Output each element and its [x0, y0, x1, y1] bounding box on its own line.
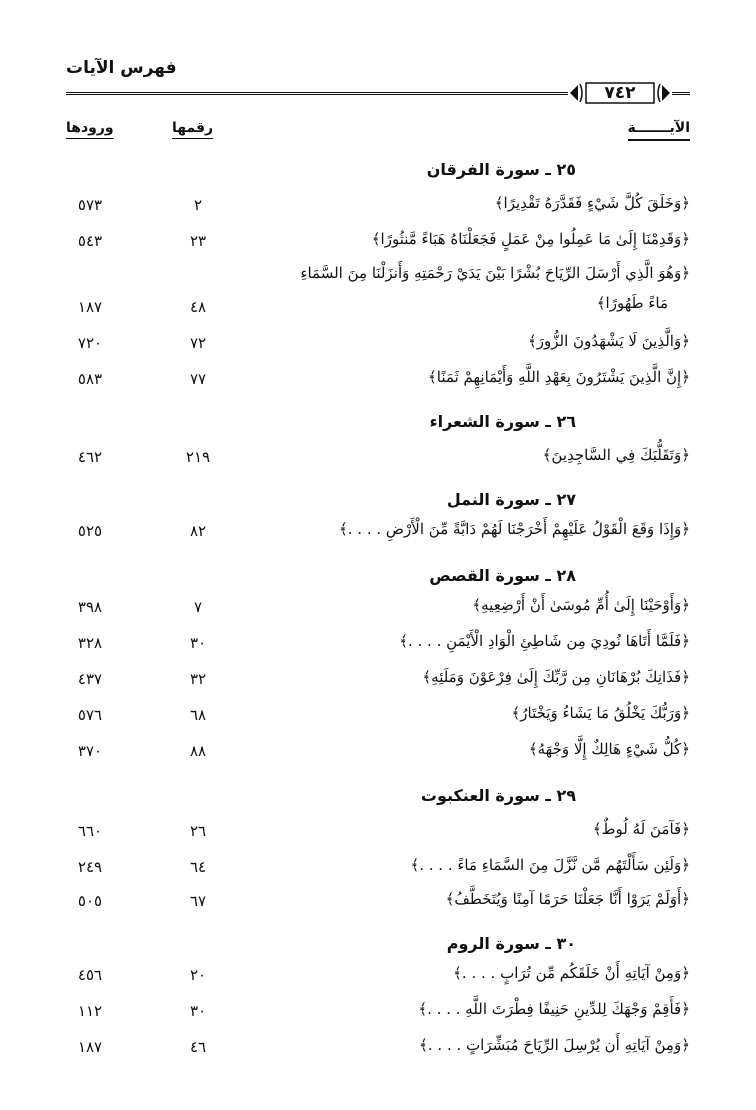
verse-occurrence: ٣٩٨ [77, 598, 103, 616]
surah-heading: ٢٦ ـ سورة الشعراء [429, 412, 576, 431]
verse-number: ٧ [193, 598, 203, 616]
surah-heading: ٢٩ ـ سورة العنكبوت [420, 786, 576, 805]
verse-occurrence: ١٨٧ [77, 298, 103, 316]
verse-occurrence: ٣٧٠ [77, 742, 103, 760]
verse-text: ﴿كُلُّ شَيْءٍ هَالِكٌ إِلَّا وَجْهَهُ﴾ [528, 740, 690, 758]
verse-occurrence: ١١٢ [77, 1002, 103, 1020]
running-title: فهرس الآيات [66, 58, 177, 78]
verse-text-continued: مَاءً طَهُورًا﴾ [596, 294, 668, 312]
verse-text: ﴿وَهُوَ الَّذِي أَرْسَلَ الرِّيَاحَ بُشْرًا بَيْنَ يَدَيْ رَحْمَتِهِ وَأَنزَلْنَا مِنَ السَّمَاءِ [300, 264, 690, 282]
verse-number: ٧٧ [189, 370, 207, 388]
verse-occurrence: ٣٢٨ [77, 634, 103, 652]
verse-occurrence: ٦٦٠ [77, 822, 103, 840]
surah-heading: ٢٥ ـ سورة الفرقان [426, 160, 576, 179]
verse-number: ٨٨ [189, 742, 207, 760]
verse-occurrence: ٤٥٦ [77, 966, 103, 984]
verse-occurrence: ٥٨٣ [77, 370, 103, 388]
verse-number: ٤٨ [189, 298, 207, 316]
verse-text: ﴿وَتَقَلُّبَكَ فِي السَّاجِدِينَ﴾ [542, 446, 690, 464]
verse-occurrence: ٥٢٥ [77, 522, 103, 540]
surah-heading: ٢٨ ـ سورة القصص [429, 566, 576, 585]
verse-number: ٣٠ [189, 1002, 207, 1020]
verse-text: ﴿فَذَانِكَ بُرْهَانَانِ مِن رَّبِّكَ إِلَىٰ فِرْعَوْنَ وَمَلَئِهِ﴾ [422, 668, 690, 686]
verse-text: ﴿وَلَئِن سَأَلْتَهُم مَّن نَّزَّلَ مِنَ السَّمَاءِ مَاءً . . . .﴾ [410, 856, 690, 874]
verse-number: ٦٨ [189, 706, 207, 724]
verse-text: ﴿فَأَقِمْ وَجْهَكَ لِلدِّينِ حَنِيفًا فِطْرَتَ اللَّهِ . . . .﴾ [418, 1000, 690, 1018]
column-header-verse: الآيـــــــة [628, 120, 690, 141]
verse-occurrence: ٤٣٧ [77, 670, 103, 688]
verse-text: ﴿وَأَوْحَيْنَا إِلَىٰ أُمِّ مُوسَىٰ أَنْ أَرْضِعِيهِ﴾ [472, 596, 690, 614]
page-number-badge [568, 80, 672, 106]
verse-occurrence: ٢٤٩ [77, 858, 103, 876]
verse-text: ﴿إِنَّ الَّذِينَ يَشْتَرُونَ بِعَهْدِ اللَّهِ وَأَيْمَانِهِمْ ثَمَنًا﴾ [428, 368, 690, 386]
verse-number: ٧٢ [189, 334, 207, 352]
column-header-occurrence: ورودها [66, 120, 114, 136]
verse-text: ﴿أَوَلَمْ يَرَوْا أَنَّا جَعَلْنَا حَرَمًا آمِنًا وَيُتَخَطَّفُ﴾ [445, 890, 690, 908]
verse-number: ٦٤ [189, 858, 207, 876]
verse-occurrence: ٥٧٦ [77, 706, 103, 724]
verse-number: ٤٦ [189, 1038, 207, 1056]
verse-text: ﴿وَمِنْ آيَاتِهِ أَنْ خَلَقَكُم مِّن تُرَابٍ . . . .﴾ [453, 964, 690, 982]
verse-occurrence: ٥٤٣ [77, 232, 103, 250]
verse-text: ﴿وَالَّذِينَ لَا يَشْهَدُونَ الزُّورَ﴾ [528, 332, 690, 350]
verse-text: ﴿فَلَمَّا أَتَاهَا نُودِيَ مِن شَاطِئِ الْوَادِ الْأَيْمَنِ . . . .﴾ [399, 632, 690, 650]
verse-number: ٢٠ [189, 966, 207, 984]
verse-number: ٨٢ [189, 522, 207, 540]
verse-text: ﴿فَآمَنَ لَهُ لُوطٌ﴾ [592, 820, 690, 838]
column-header-number: رقمها [172, 120, 214, 136]
verse-number: ٣٠ [189, 634, 207, 652]
verse-number: ٦٧ [189, 892, 207, 910]
verse-occurrence: ٧٢٠ [77, 334, 103, 352]
surah-heading: ٢٧ ـ سورة النمل [446, 490, 576, 509]
verse-number: ٣٢ [189, 670, 207, 688]
verse-number: ٢ [193, 196, 203, 214]
verse-text: ﴿وَرَبُّكَ يَخْلُقُ مَا يَشَاءُ وَيَخْتَارُ﴾ [511, 704, 690, 722]
header-rule-right [670, 92, 690, 95]
verse-number: ٢٦ [189, 822, 207, 840]
verse-occurrence: ٤٦٢ [77, 448, 103, 466]
verse-text: ﴿وَمِنْ آيَاتِهِ أَن يُرْسِلَ الرِّيَاحَ مُبَشِّرَاتٍ . . . .﴾ [419, 1036, 690, 1054]
verse-text: ﴿وَخَلَقَ كُلَّ شَيْءٍ فَقَدَّرَهُ تَقْدِيرًا﴾ [494, 194, 690, 212]
verse-occurrence: ٥٠٥ [77, 892, 103, 910]
verse-occurrence: ١٨٧ [77, 1038, 103, 1056]
page-number: ٧٤٢ [604, 83, 636, 103]
verse-text: ﴿وَإِذَا وَقَعَ الْقَوْلُ عَلَيْهِمْ أَخْرَجْنَا لَهُمْ دَابَّةً مِّنَ الْأَرْضِ . . . .﴾ [338, 520, 690, 538]
verse-number: ٢١٩ [185, 448, 211, 466]
verse-occurrence: ٥٧٣ [77, 196, 103, 214]
surah-heading: ٣٠ ـ سورة الروم [446, 934, 576, 953]
verse-number: ٢٣ [189, 232, 207, 250]
verse-text: ﴿وَقَدِمْنَا إِلَىٰ مَا عَمِلُوا مِنْ عَمَلٍ فَجَعَلْنَاهُ هَبَاءً مَّنثُورًا﴾ [371, 230, 690, 248]
